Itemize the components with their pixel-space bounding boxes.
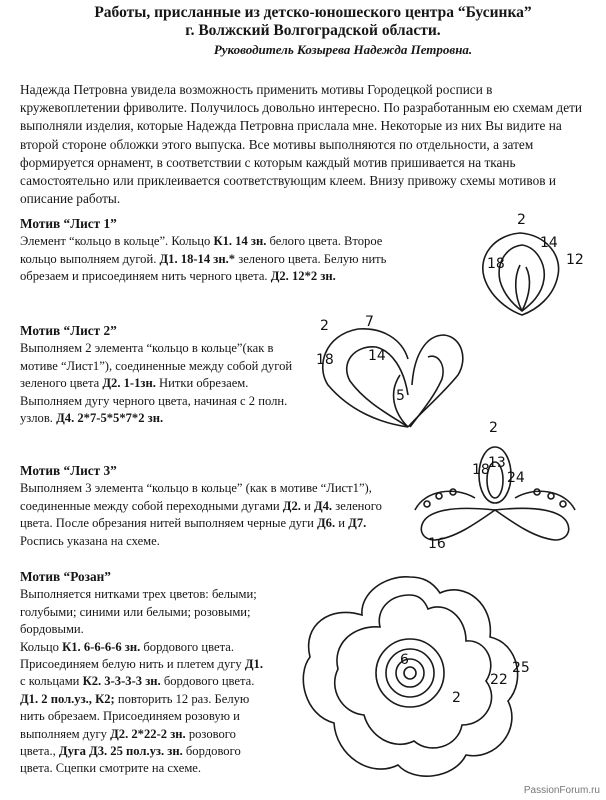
motif-title: Мотив “Розан” [20, 569, 111, 584]
diagram-label: 18 [472, 462, 490, 478]
diagram-label: 14 [368, 348, 386, 364]
bold-spec: Д6. [316, 516, 336, 531]
text-run: и [300, 498, 314, 513]
text-run: Элемент “кольцо в кольце”. Кольцо [20, 234, 214, 249]
diagram-label: 16 [428, 536, 446, 552]
text-run: бордового цвета. Сцепки смотрите на схеме. [20, 744, 241, 776]
bold-spec: К1. 6-6-6-6 зн. [62, 639, 141, 654]
bold-spec: Д1. [244, 657, 263, 672]
page-subtitle: г. Волжский Волгоградской области. [185, 22, 441, 39]
bold-spec: Д2. 1-1зн. [102, 376, 156, 391]
motif-description [20, 586, 270, 777]
diagram-label: 2 [452, 690, 461, 706]
intro-paragraph: Надежда Петровна увидела возможность применить мотивы Городецкой росписи в кружевоплетении фриволите. Получилось довольно интересно. По разработанным ею схемам дети выполняли изделия, которые Надежда Петровна прислала мне. Некоторые из них Вы видите на второй стороне обложки этого выпуска. Все мотивы выполняются по отдельности, а затем формируется орнамент, в соответствии с которым каждый мотив пришивается на ткань самостоятельно или приклеивается соответствующим клеем. Внизу привожу схемы мотивов и описание работы. [20, 82, 583, 207]
motif-section [20, 215, 420, 286]
text-run: и [335, 516, 349, 531]
motif-section [20, 568, 270, 778]
motif-description [20, 233, 420, 285]
text-run: повторить 12 раз. Белую нить обрезаем. Присоединяем розовую и выполняем дугу [20, 691, 250, 741]
watermark: PassionForum.ru [523, 785, 600, 796]
motif-title: Мотив “Лист 2” [20, 323, 117, 338]
page-author: Руководитель Козырева Надежда Петровна. [213, 42, 473, 57]
bold-spec: Д2. 2*22-2 зн. [110, 726, 186, 741]
text-run: Кольцо [20, 639, 63, 654]
diagram-label: 18 [316, 352, 334, 368]
diagram-label: 14 [540, 235, 558, 251]
diagram-label: 2 [320, 318, 329, 334]
motif-description [20, 480, 410, 550]
diagram-label: 18 [487, 256, 505, 272]
motif-description [20, 340, 295, 427]
text-run: Нитки обрезаем. Выполняем дугу черного цвета, начиная с 2 полн. узлов. [20, 376, 288, 426]
text-run: Роспись указана на схеме. [20, 533, 160, 548]
bold-spec: Д2. [282, 498, 301, 513]
text-run: Выполняется нитками трех цветов: белыми; голубыми; синими или белыми; розовыми; бордовыми. [20, 587, 257, 637]
text-run: бордового цвета. Присоединяем белую нить и плетем дугу [20, 639, 245, 672]
bold-spec: Д4. 2*7-5*5*7*2 зн. [56, 411, 164, 426]
bold-spec: Д4. [313, 498, 333, 513]
diagram-label: 22 [490, 672, 508, 688]
bold-spec: Д1. 2 пол.уз., К2; [20, 691, 115, 706]
diagram-label: 12 [566, 252, 584, 268]
bold-spec: К2. 3-3-3-3 зн. [82, 674, 161, 689]
text-run: бордового цвета. [160, 674, 255, 689]
diagram-label: 24 [507, 470, 525, 486]
diagram-label: 2 [517, 212, 526, 228]
bold-spec: Д2. 12*2 зн. [270, 269, 336, 284]
page-title: Работы, присланные из детско-юношеского центра “Бусинка” [94, 4, 532, 21]
bold-spec: К1. 14 зн. [213, 234, 267, 249]
leaf-1-diagram [470, 215, 570, 325]
bold-spec: Д7. [348, 516, 367, 531]
bold-spec: Д1. 18-14 зн.* [159, 251, 236, 266]
diagram-label: 6 [400, 652, 409, 668]
diagram-label: 7 [365, 314, 374, 330]
diagram-label: 2 [489, 420, 498, 436]
motif-section [20, 322, 295, 427]
text-run: с кольцами [20, 674, 83, 689]
diagram-label: 13 [488, 455, 506, 471]
diagram-label: 25 [512, 660, 530, 676]
motif-title: Мотив “Лист 3” [20, 463, 117, 478]
text-run: Выполняем 3 элемента “кольцо в кольце” (как в мотиве “Лист1”), соединенные между собой переходными дугами [20, 481, 372, 513]
text-run: зеленого цвета. Белую нить обрезаем и присоединяем нить черного цвета. [20, 251, 387, 284]
motif-section [20, 462, 410, 550]
diagram-label: 5 [396, 388, 405, 404]
text-run: розового цвета., [20, 726, 236, 759]
text-run: зеленого цвета. После обрезания нитей выполняем черные дуги [20, 498, 382, 531]
text-run: Выполняем 2 элемента “кольцо в кольце”(как в мотиве “Лист1”), соединенные между собой дугой зеленого цвета [20, 341, 293, 391]
motif-title: Мотив “Лист 1” [20, 216, 117, 231]
text-run: белого цвета. Второе кольцо выполняем дугой. [20, 234, 383, 266]
bold-spec: Дуга Д3. 25 пол.уз. зн. [55, 744, 183, 759]
leaf-3-diagram [405, 420, 585, 555]
